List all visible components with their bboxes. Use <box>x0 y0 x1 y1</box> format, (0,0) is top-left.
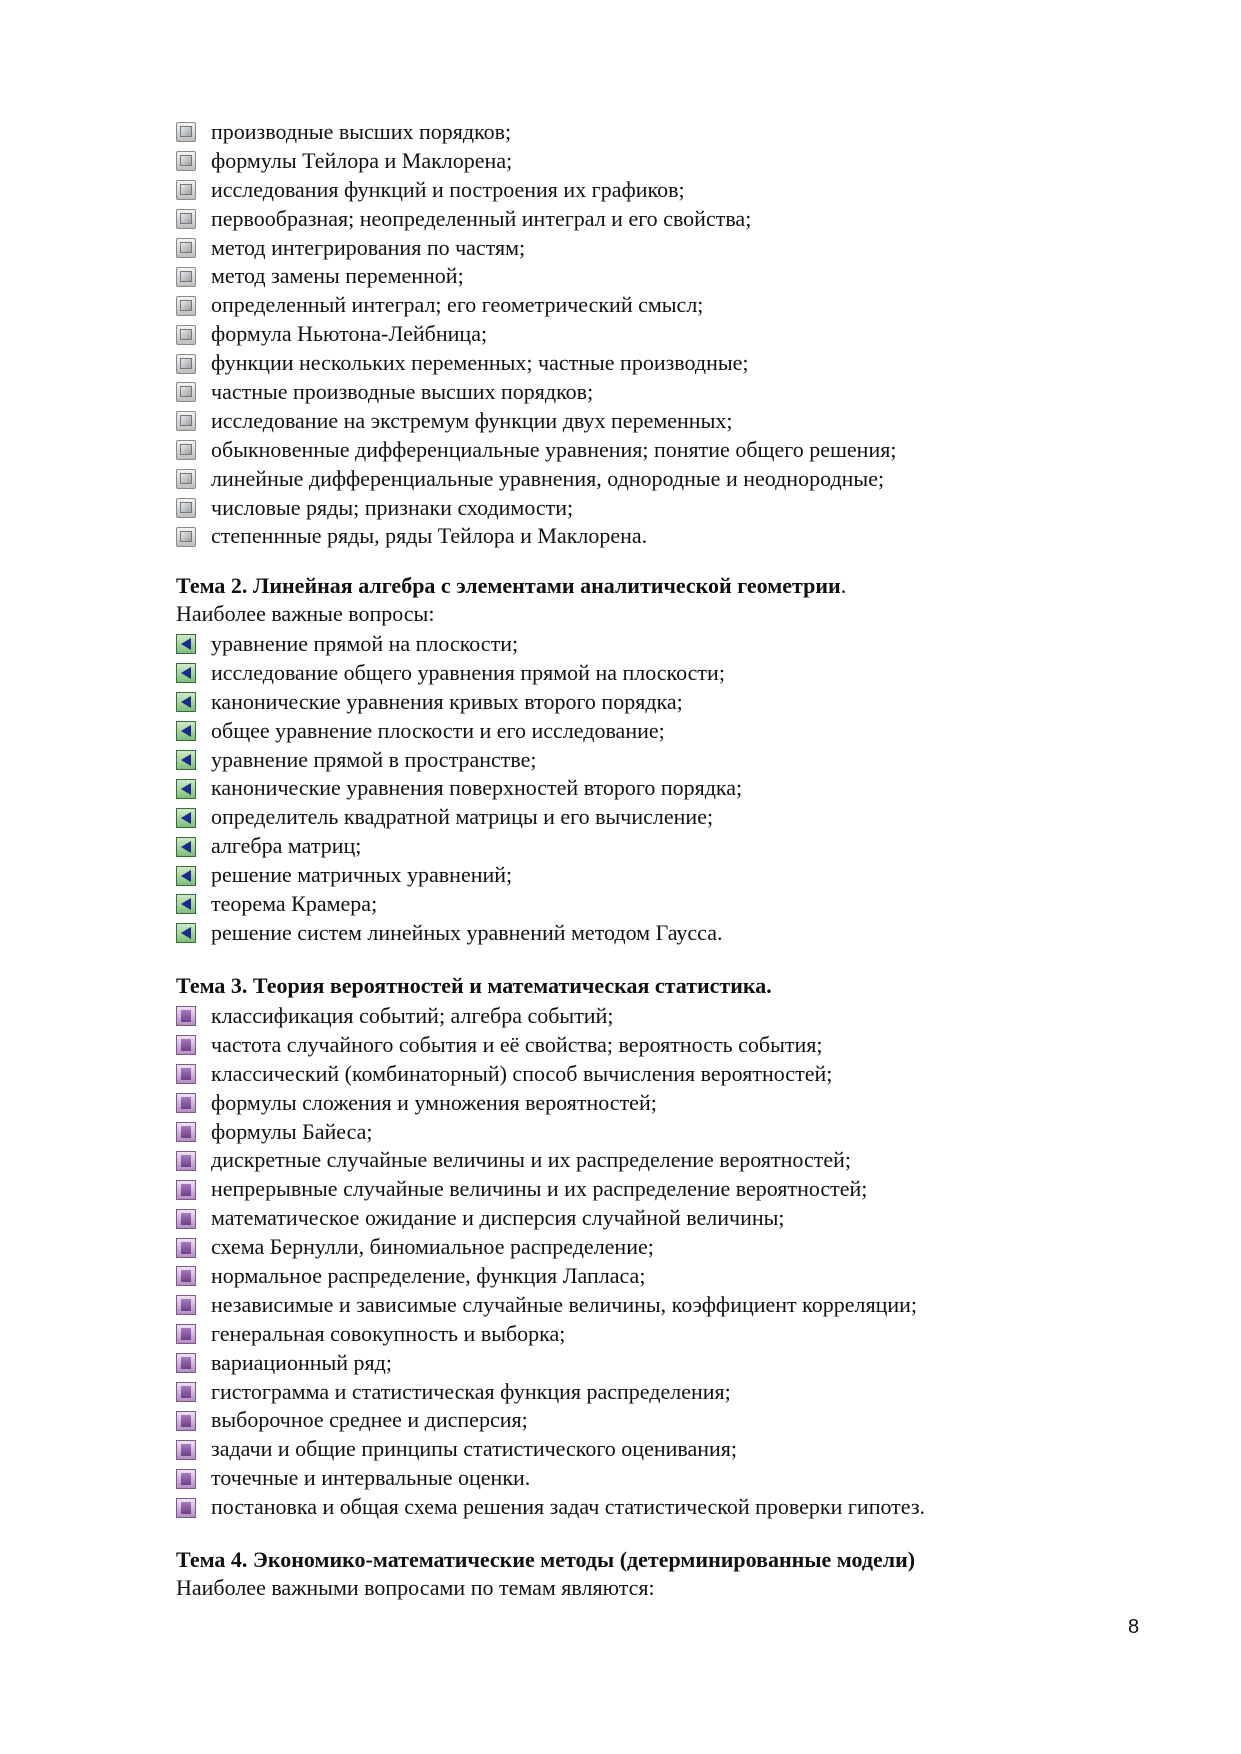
monitor-icon <box>176 527 196 547</box>
monitor-icon <box>176 469 196 489</box>
purple-square-icon <box>176 1498 196 1518</box>
topic3-question-item <box>176 1118 925 1147</box>
purple-square-icon <box>176 1151 196 1171</box>
arrow-left-icon <box>176 779 196 799</box>
calculus-topic-item <box>176 436 896 465</box>
purple-square-icon <box>176 1440 196 1460</box>
topic2-question-item-text: решение систем линейных уравнений методом Гаусса. <box>211 919 723 945</box>
topic3-question-item-text: точечные и интервальные оценки. <box>211 1465 531 1491</box>
calculus-topic-item <box>176 262 896 291</box>
calculus-topic-item <box>176 234 896 263</box>
calculus-topic-item <box>176 320 896 349</box>
calculus-topic-item-text: частные производные высших порядков; <box>211 379 594 405</box>
calculus-topic-item <box>176 291 896 320</box>
topic3-question-item <box>176 1031 925 1060</box>
calculus-topic-item-text: степеннные ряды, ряды Тейлора и Маклорена. <box>211 523 648 549</box>
calculus-topic-item-text: первообразная; неопределенный интеграл и его свойства; <box>211 205 752 231</box>
monitor-icon <box>176 180 196 200</box>
calculus-topic-item-text: производные высших порядков; <box>211 119 512 144</box>
calculus-topic-item <box>176 407 896 436</box>
topic2-question-item <box>176 803 742 832</box>
topic3-question-item-text: постановка и общая схема решения задач статистической проверки гипотез. <box>211 1494 926 1520</box>
arrow-left-icon <box>176 837 196 857</box>
calculus-topic-item-text: определенный интеграл; его геометрический смысл; <box>211 292 704 318</box>
purple-square-icon <box>176 1324 196 1344</box>
topic2-question-item-text: теорема Крамера; <box>211 891 378 917</box>
topic2-heading: Тема 2. Линейная алгебра с элементами аналитической геометрии. <box>176 573 847 598</box>
arrow-left-icon <box>176 634 196 654</box>
topic3-heading: Тема 3. Теория вероятностей и математическая статистика. <box>176 973 772 998</box>
topic2-question-item <box>176 919 742 948</box>
topic3-question-item-text: независимые и зависимые случайные величины, коэффициент корреляции; <box>211 1291 918 1317</box>
topic3-question-item <box>176 1233 925 1262</box>
calculus-topic-item <box>176 118 896 147</box>
topic3-question-item-text: дискретные случайные величины и их распределение вероятностей; <box>211 1147 851 1173</box>
topic2-question-item-text: определитель квадратной матрицы и его вычисление; <box>211 804 714 830</box>
calculus-topic-item-text: функции нескольких переменных; частные производные; <box>211 350 749 376</box>
calculus-topic-item <box>176 349 896 378</box>
monitor-icon <box>176 440 196 460</box>
topic3-question-item <box>176 1060 925 1089</box>
topic3-question-item <box>176 1146 925 1175</box>
topic2-question-item <box>176 774 742 803</box>
monitor-icon <box>176 411 196 431</box>
arrow-left-icon <box>176 923 196 943</box>
purple-square-icon <box>176 1353 196 1373</box>
topic3-question-item <box>176 1089 925 1118</box>
topic3-question-item-text: математическое ожидание и дисперсия случайной величины; <box>211 1205 785 1231</box>
topic2-question-item <box>176 890 742 919</box>
purple-square-icon <box>176 1382 196 1402</box>
calculus-topic-item-text: метод интегрирования по частям; <box>211 234 526 260</box>
topic2-question-item-text: алгебра матриц; <box>211 833 362 859</box>
monitor-icon <box>176 325 196 345</box>
topic3-question-item <box>176 1493 925 1522</box>
arrow-left-icon <box>176 750 196 770</box>
monitor-icon <box>176 382 196 402</box>
purple-square-icon <box>176 1093 196 1113</box>
topic3-question-item-text: нормальное распределение, функция Лапласа; <box>211 1263 646 1289</box>
topic3-question-item-text: выборочное среднее и дисперсия; <box>211 1407 528 1433</box>
monitor-icon <box>176 498 196 518</box>
purple-square-icon <box>176 1122 196 1142</box>
purple-square-icon <box>176 1469 196 1489</box>
topic2-question-item <box>176 630 742 659</box>
calculus-topic-item-text: исследование на экстремум функции двух переменных; <box>211 407 733 433</box>
topic2-question-item-text: исследование общего уравнения прямой на плоскости; <box>211 659 725 685</box>
topic3-question-item-text: формулы сложения и умножения вероятностей; <box>211 1089 657 1115</box>
topic3-question-item-text: генеральная совокупность и выборка; <box>211 1320 566 1346</box>
monitor-icon <box>176 354 196 374</box>
topic2-question-item <box>176 717 742 746</box>
purple-square-icon <box>176 1064 196 1084</box>
purple-square-icon <box>176 1238 196 1258</box>
monitor-icon <box>176 267 196 287</box>
arrow-left-icon <box>176 721 196 741</box>
calculus-topic-item <box>176 205 896 234</box>
calculus-topic-item-text: обыкновенные дифференциальные уравнения; понятие общего решения; <box>211 436 897 462</box>
purple-square-icon <box>176 1180 196 1200</box>
topic2-question-item <box>176 746 742 775</box>
topic3-question-item-text: непрерывные случайные величины и их распределение вероятностей; <box>211 1176 868 1202</box>
topic2-question-item <box>176 861 742 890</box>
topic2-question-item-text: уравнение прямой на плоскости; <box>211 631 519 656</box>
monitor-icon <box>176 296 196 316</box>
calculus-topics-list <box>176 118 896 551</box>
topic3-question-item-text: классический (комбинаторный) способ вычисления вероятностей; <box>211 1060 833 1086</box>
topic3-question-item-text: схема Бернулли, биномиальное распределение; <box>211 1234 654 1260</box>
topic3-question-item-text: классификация событий; алгебра событий; <box>211 1003 614 1028</box>
topic3-question-item-text: задачи и общие принципы статистического оценивания; <box>211 1436 738 1462</box>
topic3-question-item <box>176 1378 925 1407</box>
purple-square-icon <box>176 1411 196 1431</box>
calculus-topic-item-text: метод замены переменной; <box>211 263 464 289</box>
topic3-question-item-text: формулы Байеса; <box>211 1118 373 1144</box>
arrow-left-icon <box>176 692 196 712</box>
topic3-question-item <box>176 1435 925 1464</box>
monitor-icon <box>176 209 196 229</box>
calculus-topic-item <box>176 522 896 551</box>
topic2-intro: Наиболее важные вопросы: <box>176 601 435 626</box>
monitor-icon <box>176 122 196 142</box>
monitor-icon <box>176 151 196 171</box>
topic2-question-item-text: решение матричных уравнений; <box>211 862 513 888</box>
topic3-question-item-text: гистограмма и статистическая функция распределения; <box>211 1378 731 1404</box>
calculus-topic-item-text: линейные дифференциальные уравнения, однородные и неоднородные; <box>211 465 885 491</box>
topic3-question-item <box>176 1349 925 1378</box>
topic3-question-item <box>176 1002 925 1031</box>
calculus-topic-item-text: формулы Тейлора и Маклорена; <box>211 147 513 173</box>
topic3-question-item <box>176 1320 925 1349</box>
calculus-topic-item-text: исследования функций и построения их графиков; <box>211 176 685 202</box>
topic3-question-item <box>176 1204 925 1233</box>
calculus-topic-item <box>176 378 896 407</box>
monitor-icon <box>176 238 196 258</box>
topic3-question-item <box>176 1406 925 1435</box>
topic3-question-item <box>176 1175 925 1204</box>
calculus-topic-item <box>176 147 896 176</box>
purple-square-icon <box>176 1209 196 1229</box>
purple-square-icon <box>176 1266 196 1286</box>
topic2-question-item-text: общее уравнение плоскости и его исследование; <box>211 717 665 743</box>
topic3-question-item <box>176 1464 925 1493</box>
arrow-left-icon <box>176 663 196 683</box>
purple-square-icon <box>176 1295 196 1315</box>
topic3-question-item-text: вариационный ряд; <box>211 1349 392 1375</box>
topic3-question-item-text: частота случайного события и её свойства; вероятность события; <box>211 1031 823 1057</box>
topic2-question-item-text: уравнение прямой в пространстве; <box>211 746 537 772</box>
arrow-left-icon <box>176 866 196 886</box>
page-number: 8 <box>1128 1616 1140 1638</box>
topic2-question-item-text: канонические уравнения кривых второго порядка; <box>211 688 683 714</box>
topic3-question-item <box>176 1291 925 1320</box>
arrow-left-icon <box>176 894 196 914</box>
calculus-topic-item-text: числовые ряды; признаки сходимости; <box>211 494 574 520</box>
topic4-intro: Наиболее важными вопросами по темам являются: <box>176 1575 655 1600</box>
calculus-topic-item <box>176 176 896 205</box>
arrow-left-icon <box>176 808 196 828</box>
calculus-topic-item-text: формула Ньютона-Лейбница; <box>211 321 488 347</box>
topic2-question-item <box>176 832 742 861</box>
topic3-question-item <box>176 1262 925 1291</box>
topic2-question-item <box>176 659 742 688</box>
purple-square-icon <box>176 1006 196 1026</box>
purple-square-icon <box>176 1035 196 1055</box>
topic2-question-item <box>176 688 742 717</box>
topic3-questions-list <box>176 1002 925 1522</box>
calculus-topic-item <box>176 465 896 494</box>
topic2-questions-list <box>176 630 742 948</box>
topic4-heading: Тема 4. Экономико-математические методы (детерминированные модели) <box>176 1547 916 1572</box>
calculus-topic-item <box>176 494 896 523</box>
topic2-question-item-text: канонические уравнения поверхностей второго порядка; <box>211 775 743 801</box>
